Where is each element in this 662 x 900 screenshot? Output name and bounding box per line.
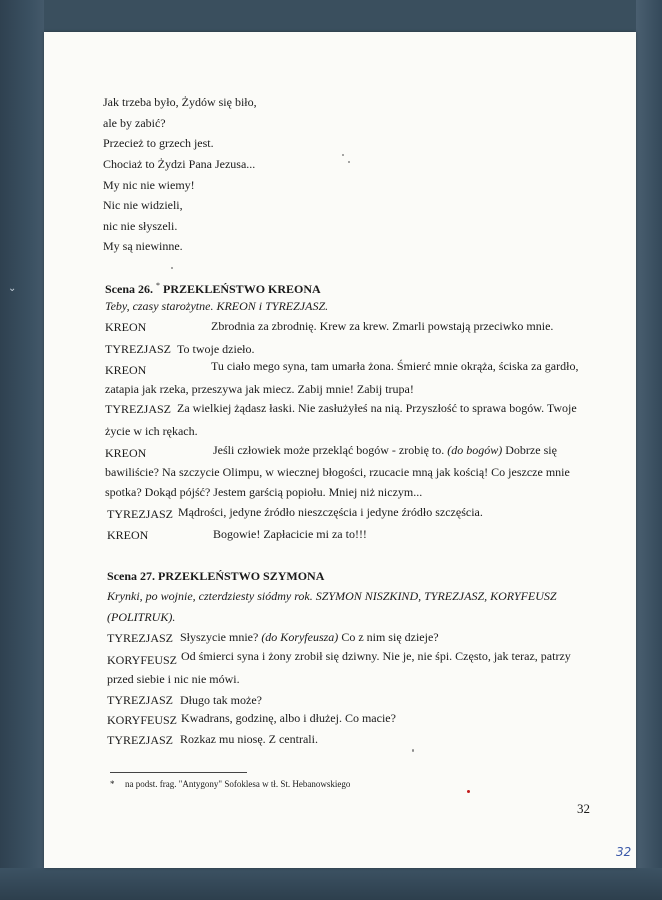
dialogue-text (213, 443, 557, 457)
dialogue-text: To twoje dzieło. (177, 342, 255, 356)
dialogue-segment: Jeśli człowiek może przekląć bogów - zrobię to. (213, 443, 448, 457)
scan-background-left (0, 0, 44, 900)
scene-26-setting: Teby, czasy starożytne. KREON i TYREZJASZ. (105, 299, 329, 313)
dialogue-text: Mądrości, jedyne źródło nieszczęścia i jedyne źródło szczęścia. (178, 505, 483, 519)
footnote-divider (110, 772, 247, 773)
poem-line: My nic nie wiemy! (103, 178, 195, 192)
poem-line: nic nie słyszeli. (103, 219, 178, 233)
poem-line: Przecież to grzech jest. (103, 136, 214, 150)
speaker-name: TYREZJASZ (107, 631, 173, 645)
scene-27-heading: Scena 27. PRZEKLEŃSTWO SZYMONA (107, 569, 325, 583)
poem-line: Chociaż to Żydzi Pana Jezusa... (103, 157, 256, 171)
poem-line: My są niewinne. (103, 239, 183, 253)
dialogue-text: Rozkaz mu niosę. Z centrali. (180, 732, 318, 746)
speaker-name: KREON (105, 446, 147, 460)
speaker-name: KREON (107, 528, 149, 542)
scene-26-heading (105, 279, 321, 296)
dialogue-text: Kwadrans, godzinę, albo i dłużej. Co macie? (181, 711, 396, 725)
speaker-name: TYREZJASZ (105, 402, 171, 416)
speaker-name: KORYFEUSZ (107, 653, 178, 667)
dialogue-text: Za wielkiej żądasz łaski. Nie zasłużyłeś na nią. Przyszłość to sprawa bogów. Twoje (177, 401, 577, 415)
scan-edge-mark: ⌄ (8, 283, 17, 294)
red-ink-dot (467, 790, 470, 793)
page-number: 32 (577, 801, 590, 816)
scan-speck (171, 267, 173, 269)
scan-speck (342, 154, 344, 156)
dialogue-segment: Co z nim się dzieje? (338, 630, 439, 644)
dialogue-continuation: przed siebie i nic nie mówi. (107, 672, 240, 686)
scene-26-title: PRZEKLEŃSTWO KREONA (163, 282, 321, 296)
dialogue-text: Zbrodnia za zbrodnię. Krew za krew. Zmarli powstają przeciwko mnie. (211, 319, 554, 333)
speaker-name: TYREZJASZ (107, 733, 173, 747)
document-page (44, 32, 636, 868)
dialogue-text: Bogowie! Zapłacicie mi za to!!! (213, 527, 367, 541)
poem-line: Jak trzeba było, Żydów się biło, (103, 95, 257, 109)
scan-speck (348, 161, 350, 163)
dialogue-continuation: życie w ich rękach. (105, 424, 198, 438)
scan-background-right (636, 0, 662, 900)
speaker-name: KREON (105, 320, 147, 334)
dialogue-segment: Dobrze się (502, 443, 557, 457)
footnote-mark: * (110, 779, 115, 789)
poem-line: Nic nie widzieli, (103, 198, 183, 212)
dialogue-segment: Słyszycie mnie? (180, 630, 262, 644)
scan-speck (412, 749, 414, 752)
speaker-name: TYREZJASZ (107, 693, 173, 707)
handwritten-page-number: 32 (616, 845, 632, 859)
speaker-name: TYREZJASZ (107, 507, 173, 521)
scan-background-bottom (0, 868, 662, 900)
dialogue-text: Tu ciało mego syna, tam umarła żona. Śmierć mnie okrąża, ściska za gardło, (211, 359, 579, 373)
dialogue-continuation: spotka? Dokąd pójść? Jestem garścią popiołu. Mniej niż niczym... (105, 485, 423, 499)
dialogue-text (180, 630, 439, 644)
footnote-text: na podst. frag. "Antygony" Sofoklesa w tł. St. Hebanowskiego (125, 779, 351, 789)
dialogue-text: Od śmierci syna i żony zrobił się dziwny. Nie je, nie śpi. Często, jak teraz, patrzy (181, 649, 571, 663)
stage-direction: (do Koryfeusza) (261, 630, 339, 644)
scene-27-setting: (POLITRUK). (107, 610, 176, 624)
scene-27-setting: Krynki, po wojnie, czterdziesty siódmy rok. SZYMON NISZKIND, TYREZJASZ, KORYFEUSZ (107, 589, 557, 603)
footnote-reference: * (156, 281, 160, 290)
speaker-name: KORYFEUSZ (107, 713, 178, 727)
speaker-name: KREON (105, 363, 147, 377)
dialogue-continuation: zatapia jak rzeka, przeszywa jak miecz. Zabij mnie! Zabij trupa! (105, 382, 414, 396)
dialogue-text: Długo tak może? (180, 693, 262, 707)
speaker-name: TYREZJASZ (105, 342, 171, 356)
scene-26-number: Scena 26. (105, 282, 153, 296)
stage-direction: (do bogów) (447, 443, 503, 457)
dialogue-continuation: bawiliście? Na szczycie Olimpu, w wiecznej błogości, rzucacie mną jak kością! Co jeszcze mnie (105, 465, 570, 479)
poem-line: ale by zabić? (103, 116, 166, 130)
